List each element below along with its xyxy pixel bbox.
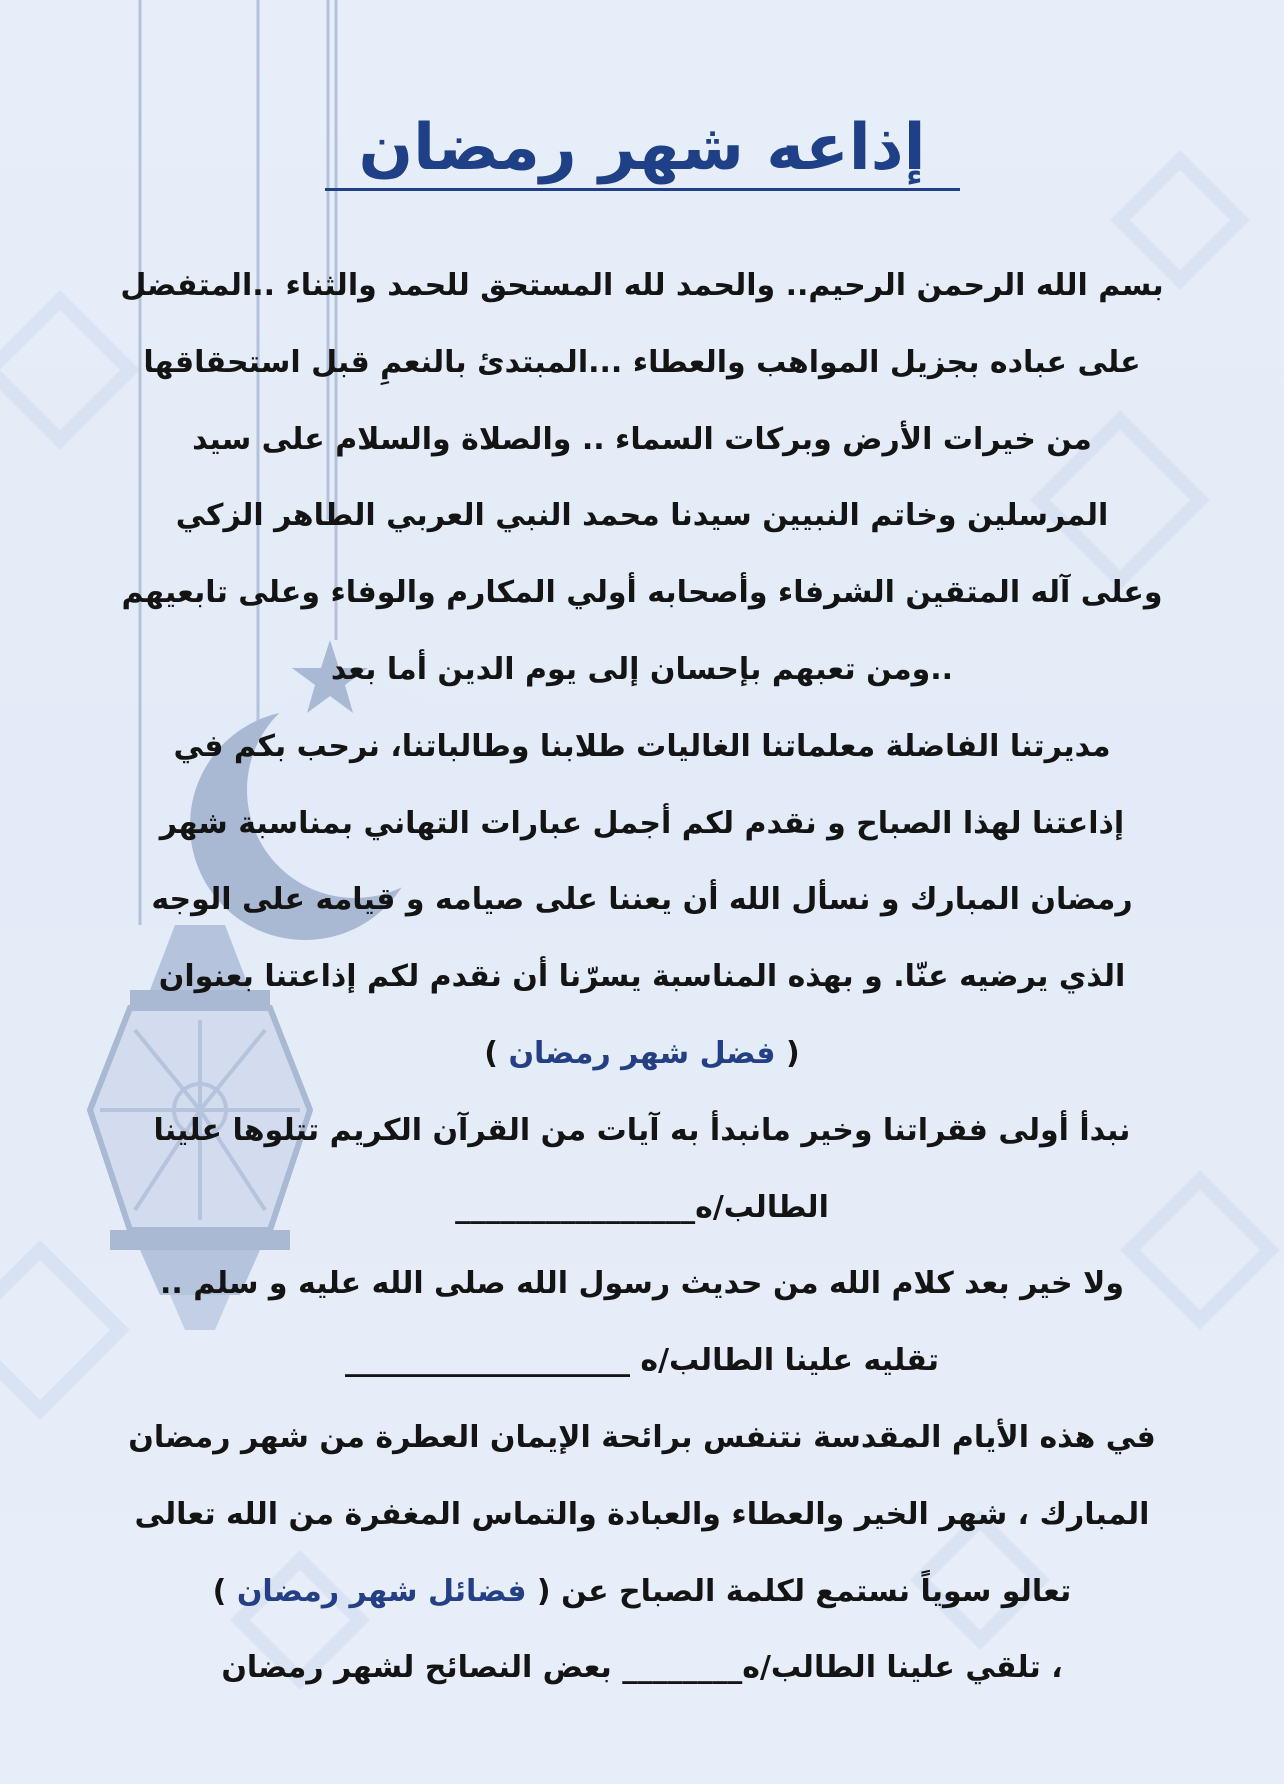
topic-line-2 [52,1554,1232,1631]
text-line: من خيرات الأرض وبركات السماء .. والصلاة والسلام على سيد [192,421,1092,457]
title-container [0,108,1284,191]
text-line: وعلى آله المتقين الشرفاء وأصحابه أولي المكارم والوفاء وعلى تابعيهم [121,575,1163,611]
broadcast-text [52,248,1232,1707]
text-line: نبدأ أولى فقراتنا وخير مانبدأ به آيات من القرآن الكريم تتلوها علينا [153,1112,1131,1148]
text-line: مديرتنا الفاضلة معلماتنا الغاليات طلابنا وطالباتنا، نرحب بكم في [173,728,1111,764]
text-line: الطالب/ه________________ [455,1189,829,1225]
text-line-last: ، تلقي علينا الطالب/ه________ بعض النصائح لشهر رمضان [221,1650,1063,1686]
text-line: إذاعتنا لهذا الصباح و نقدم لكم أجمل عبارات التهاني بمناسبة شهر [159,805,1125,841]
bracket-close: ) [484,1035,509,1071]
bracket-close-2: ) [212,1573,237,1609]
topic-prefix-2: تعالو سوياً نستمع لكلمة الصباح عن ( [526,1573,1072,1609]
text-line: المبارك ، شهر الخير والعطاء والعبادة والتماس المغفرة من الله تعالى [134,1496,1150,1532]
text-line: في هذه الأيام المقدسة نتنفس برائحة الإيمان العطرة من شهر رمضان [128,1419,1156,1455]
text-line: تقليه علينا الطالب/ه ___________________ [344,1343,940,1379]
text-line: بسم الله الرحمن الرحيم.. والحمد لله المستحق للحمد والثناء ..المتفضل [120,268,1164,303]
text-line: المرسلين وخاتم النبيين سيدنا محمد النبي العربي الطاهر الزكي [175,498,1109,534]
text-line: الذي يرضيه عنّا. و بهذه المناسبة يسرّنا أن نقدم لكم إذاعتنا بعنوان [158,959,1126,995]
topic-title-1: فضل شهر رمضان [508,1035,776,1071]
topic-title-2: فضائل شهر رمضان [236,1573,527,1609]
text-line: رمضان المبارك و نسأل الله أن يعننا على صيامه و قيامه على الوجه [151,882,1133,918]
text-line: ولا خير بعد كلام الله من حديث رسول الله صلى الله عليه و سلم .. [159,1266,1125,1302]
text-line: ..ومن تعبهم بإحسان إلى يوم الدين أما بعد [330,651,954,687]
topic-line-1 [52,1016,1232,1093]
bracket-open: ( [775,1035,800,1071]
text-line: على عباده بجزيل المواهب والعطاء ...المبتدئ بالنعمِ قبل استحقاقها [143,344,1141,380]
page-title: إذاعه شهر رمضان [325,108,960,191]
